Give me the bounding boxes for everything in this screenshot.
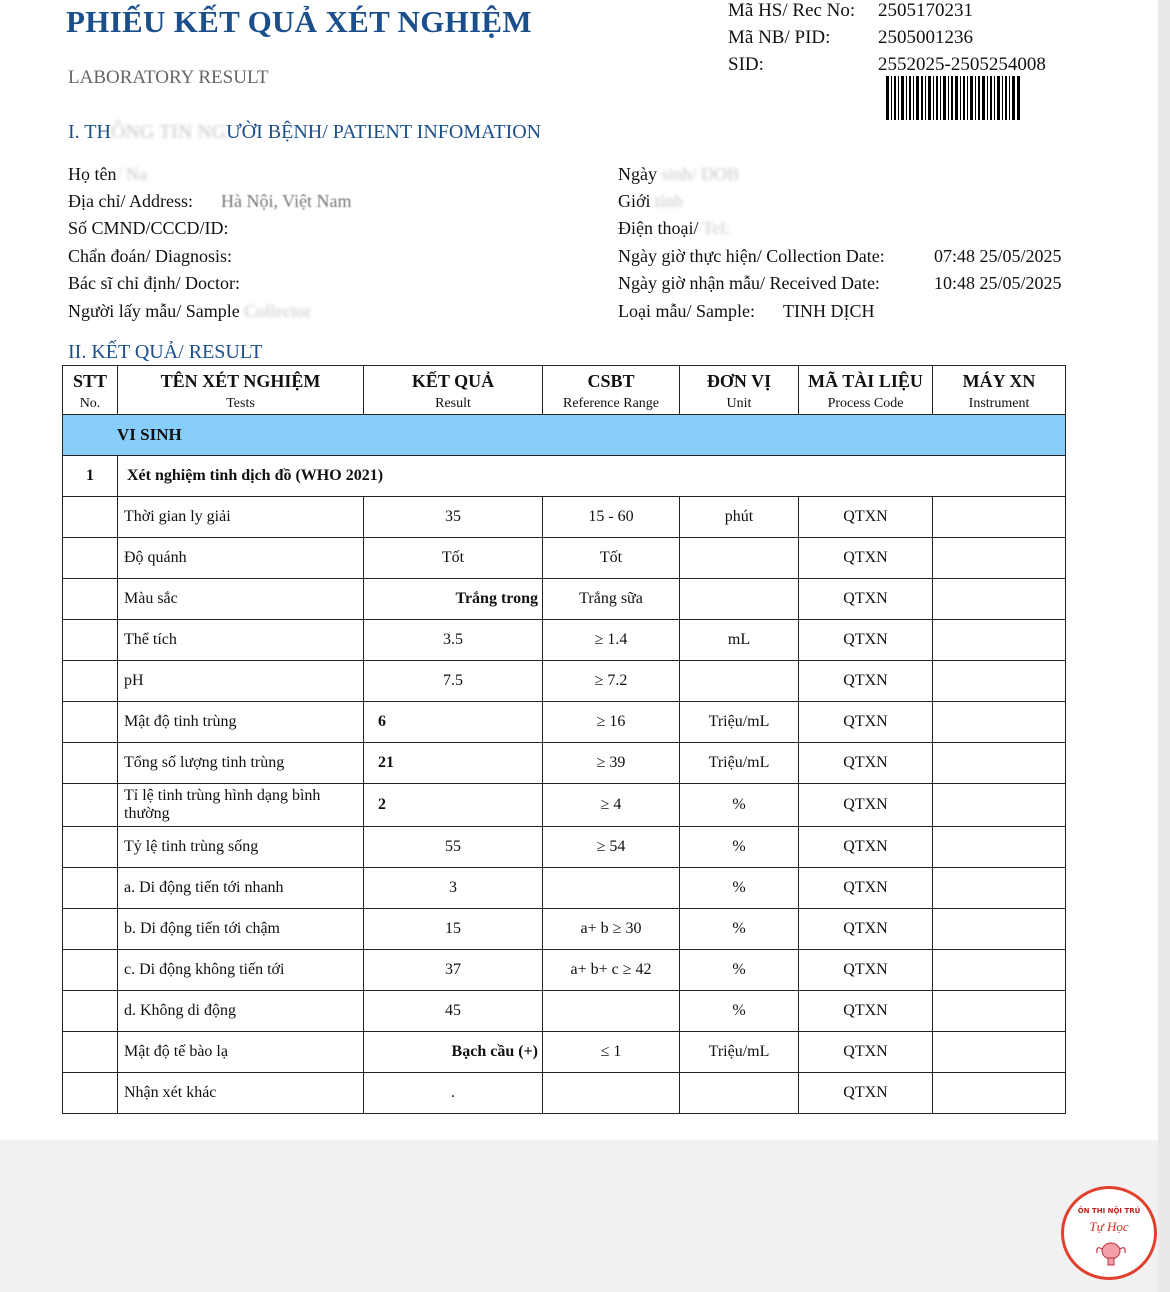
test-code: QTXN bbox=[799, 1032, 933, 1073]
table-row bbox=[63, 784, 1066, 827]
test-range: a+ b+ c ≥ 42 bbox=[543, 950, 680, 991]
test-range: ≥ 7.2 bbox=[543, 661, 680, 702]
test-unit bbox=[680, 538, 799, 579]
test-name: Thể tích bbox=[118, 620, 364, 661]
test-range bbox=[543, 868, 680, 909]
panel-no: 1 bbox=[63, 456, 118, 497]
test-code: QTXN bbox=[799, 497, 933, 538]
patient-name-row bbox=[68, 164, 147, 185]
test-code: QTXN bbox=[799, 784, 933, 827]
sid-label: SID: bbox=[728, 54, 764, 75]
test-unit: Triệu/mL bbox=[680, 702, 799, 743]
sample-type-label: Loại mẫu/ Sample: bbox=[618, 301, 755, 321]
test-code: QTXN bbox=[799, 909, 933, 950]
table-row bbox=[63, 497, 1066, 538]
test-result: 45 bbox=[364, 991, 543, 1032]
document-title: PHIẾU KẾT QUẢ XÉT NGHIỆM bbox=[66, 4, 532, 39]
test-range bbox=[543, 991, 680, 1032]
collector-row bbox=[68, 301, 311, 322]
received-date-value: 10:48 25/05/2025 bbox=[934, 273, 1062, 293]
test-range: Trắng sữa bbox=[543, 579, 680, 620]
table-row bbox=[63, 661, 1066, 702]
collector-label: Người lấy mẫu/ Sample bbox=[68, 301, 240, 321]
table-row bbox=[63, 950, 1066, 991]
test-code: QTXN bbox=[799, 661, 933, 702]
rec-no-value: 2505170231 bbox=[878, 0, 973, 21]
address-row bbox=[68, 191, 352, 212]
test-name: Tỷ lệ tinh trùng sống bbox=[118, 827, 364, 868]
col-header-code: MÃ TÀI LIỆU Process Code bbox=[799, 366, 933, 415]
sample-type-value: TINH DỊCH bbox=[783, 301, 875, 321]
received-date-label: Ngày giờ nhận mẫu/ Received Date: bbox=[618, 273, 880, 293]
test-unit: Triệu/mL bbox=[680, 1032, 799, 1073]
table-row bbox=[63, 827, 1066, 868]
test-result: 15 bbox=[364, 909, 543, 950]
test-result-abnormal: Bạch cầu (+) bbox=[364, 1032, 543, 1073]
col-header-unit: ĐƠN VỊ Unit bbox=[680, 366, 799, 415]
test-code: QTXN bbox=[799, 620, 933, 661]
test-unit: % bbox=[680, 868, 799, 909]
test-result: 7.5 bbox=[364, 661, 543, 702]
phone-label: Điện thoại/ bbox=[618, 218, 699, 238]
document-subtitle: LABORATORY RESULT bbox=[68, 67, 269, 88]
test-name: c. Di động không tiến tới bbox=[118, 950, 364, 991]
test-result: Trắng trong bbox=[364, 579, 543, 620]
table-header-row bbox=[63, 366, 1066, 415]
collector-redacted: Collector bbox=[244, 301, 312, 321]
test-range: a+ b ≥ 30 bbox=[543, 909, 680, 950]
table-row bbox=[63, 538, 1066, 579]
test-result: 37 bbox=[364, 950, 543, 991]
test-result: 3.5 bbox=[364, 620, 543, 661]
dob-redacted: sinh/ DOB bbox=[661, 164, 740, 184]
test-name: Mật độ tế bào lạ bbox=[118, 1032, 364, 1073]
test-name: d. Không di động bbox=[118, 991, 364, 1032]
pid-value: 2505001236 bbox=[878, 27, 973, 48]
test-range: ≥ 39 bbox=[543, 743, 680, 784]
table-row bbox=[63, 579, 1066, 620]
rec-no-label: Mã HS/ Rec No: bbox=[728, 0, 856, 21]
page-edge bbox=[1158, 0, 1170, 1292]
col-header-range: CSBT Reference Range bbox=[543, 366, 680, 415]
table-row bbox=[63, 702, 1066, 743]
table-row bbox=[63, 1073, 1066, 1114]
logo-top-text: ÔN THI NỘI TRÚ bbox=[1077, 1207, 1141, 1215]
test-unit: % bbox=[680, 827, 799, 868]
col-header-result: KẾT QUẢ Result bbox=[364, 366, 543, 415]
watermark-logo bbox=[1061, 1186, 1157, 1280]
page-background bbox=[0, 1140, 1158, 1292]
test-name: Tổng số lượng tinh trùng bbox=[118, 743, 364, 784]
table-row bbox=[63, 743, 1066, 784]
table-row bbox=[63, 868, 1066, 909]
group-label: VI SINH bbox=[63, 415, 1066, 456]
test-result: Tốt bbox=[364, 538, 543, 579]
test-name: Độ quánh bbox=[118, 538, 364, 579]
id-label: Số CMND/CCCD/ID: bbox=[68, 218, 229, 238]
test-code: QTXN bbox=[799, 743, 933, 784]
test-code: QTXN bbox=[799, 950, 933, 991]
test-unit: Triệu/mL bbox=[680, 743, 799, 784]
name-redacted: / Na bbox=[116, 164, 147, 184]
logo-signature: Tự Học bbox=[1089, 1219, 1129, 1234]
barcode-icon bbox=[886, 76, 1020, 120]
collection-date-value: 07:48 25/05/2025 bbox=[934, 246, 1062, 266]
test-unit: mL bbox=[680, 620, 799, 661]
address-label: Địa chỉ/ Address: bbox=[68, 191, 193, 211]
test-code: QTXN bbox=[799, 538, 933, 579]
uterus-icon bbox=[1094, 1239, 1128, 1267]
gender-redacted: tính bbox=[655, 191, 684, 211]
result-section-title: II. KẾT QUẢ/ RESULT bbox=[68, 341, 263, 363]
table-row bbox=[63, 620, 1066, 661]
test-name: Nhận xét khác bbox=[118, 1073, 364, 1114]
test-range: ≥ 1.4 bbox=[543, 620, 680, 661]
collection-date-label: Ngày giờ thực hiện/ Collection Date: bbox=[618, 246, 885, 266]
patient-section-title-start: I. TH bbox=[68, 121, 111, 143]
phone-row bbox=[618, 218, 730, 239]
test-name: Tỉ lệ tinh trùng hình dạng bình thường bbox=[118, 784, 364, 827]
doctor-label: Bác sĩ chỉ định/ Doctor: bbox=[68, 273, 240, 293]
phone-redacted: Tel: bbox=[702, 218, 731, 238]
diagnosis-label: Chẩn đoán/ Diagnosis: bbox=[68, 246, 232, 266]
test-code: QTXN bbox=[799, 827, 933, 868]
test-result-abnormal: 21 bbox=[364, 743, 543, 784]
test-name: Màu sắc bbox=[118, 579, 364, 620]
table-row bbox=[63, 909, 1066, 950]
test-range: ≥ 4 bbox=[543, 784, 680, 827]
sid-value: 2552025-2505254008 bbox=[878, 54, 1046, 75]
test-code: QTXN bbox=[799, 991, 933, 1032]
test-code: QTXN bbox=[799, 702, 933, 743]
pid-label: Mã NB/ PID: bbox=[728, 27, 831, 48]
test-unit: phút bbox=[680, 497, 799, 538]
result-table bbox=[62, 365, 1066, 1114]
test-range: ≤ 1 bbox=[543, 1032, 680, 1073]
dob-label: Ngày bbox=[618, 164, 657, 184]
test-range: 15 - 60 bbox=[543, 497, 680, 538]
patient-section-title-end: ƯỜI BỆNH/ PATIENT INFOMATION bbox=[226, 121, 542, 143]
test-name: b. Di động tiến tới chậm bbox=[118, 909, 364, 950]
table-row bbox=[63, 991, 1066, 1032]
test-result: . bbox=[364, 1073, 543, 1114]
test-result-abnormal: 6 bbox=[364, 702, 543, 743]
test-result: 3 bbox=[364, 868, 543, 909]
col-header-no: STT No. bbox=[63, 366, 118, 415]
patient-section-title-redacted: ÔNG TIN NG bbox=[110, 121, 227, 143]
test-name: Thời gian ly giải bbox=[118, 497, 364, 538]
test-name: pH bbox=[118, 661, 364, 702]
test-unit: % bbox=[680, 991, 799, 1032]
col-header-test: TÊN XÉT NGHIỆM Tests bbox=[118, 366, 364, 415]
test-unit: % bbox=[680, 784, 799, 827]
panel-name: Xét nghiệm tinh dịch đồ (WHO 2021) bbox=[118, 456, 1066, 497]
group-row bbox=[63, 415, 1066, 456]
col-header-instrument: MÁY XN Instrument bbox=[933, 366, 1066, 415]
test-unit bbox=[680, 579, 799, 620]
test-unit bbox=[680, 1073, 799, 1114]
test-range: ≥ 16 bbox=[543, 702, 680, 743]
gender-row bbox=[618, 191, 683, 212]
test-unit bbox=[680, 661, 799, 702]
gender-label: Giới bbox=[618, 191, 651, 211]
test-result: 35 bbox=[364, 497, 543, 538]
test-unit: % bbox=[680, 950, 799, 991]
test-name: Mật độ tinh trùng bbox=[118, 702, 364, 743]
test-code: QTXN bbox=[799, 1073, 933, 1114]
test-range bbox=[543, 1073, 680, 1114]
test-range: Tốt bbox=[543, 538, 680, 579]
name-label: Họ tên bbox=[68, 164, 117, 184]
test-code: QTXN bbox=[799, 579, 933, 620]
patient-section-title bbox=[68, 121, 541, 144]
test-result: 55 bbox=[364, 827, 543, 868]
test-code: QTXN bbox=[799, 868, 933, 909]
test-name: a. Di động tiến tới nhanh bbox=[118, 868, 364, 909]
dob-row bbox=[618, 164, 739, 185]
test-unit: % bbox=[680, 909, 799, 950]
address-value: Hà Nội, Việt Nam bbox=[220, 191, 352, 211]
table-row bbox=[63, 1032, 1066, 1073]
test-range: ≥ 54 bbox=[543, 827, 680, 868]
test-result-abnormal: 2 bbox=[364, 784, 543, 827]
panel-row bbox=[63, 456, 1066, 497]
